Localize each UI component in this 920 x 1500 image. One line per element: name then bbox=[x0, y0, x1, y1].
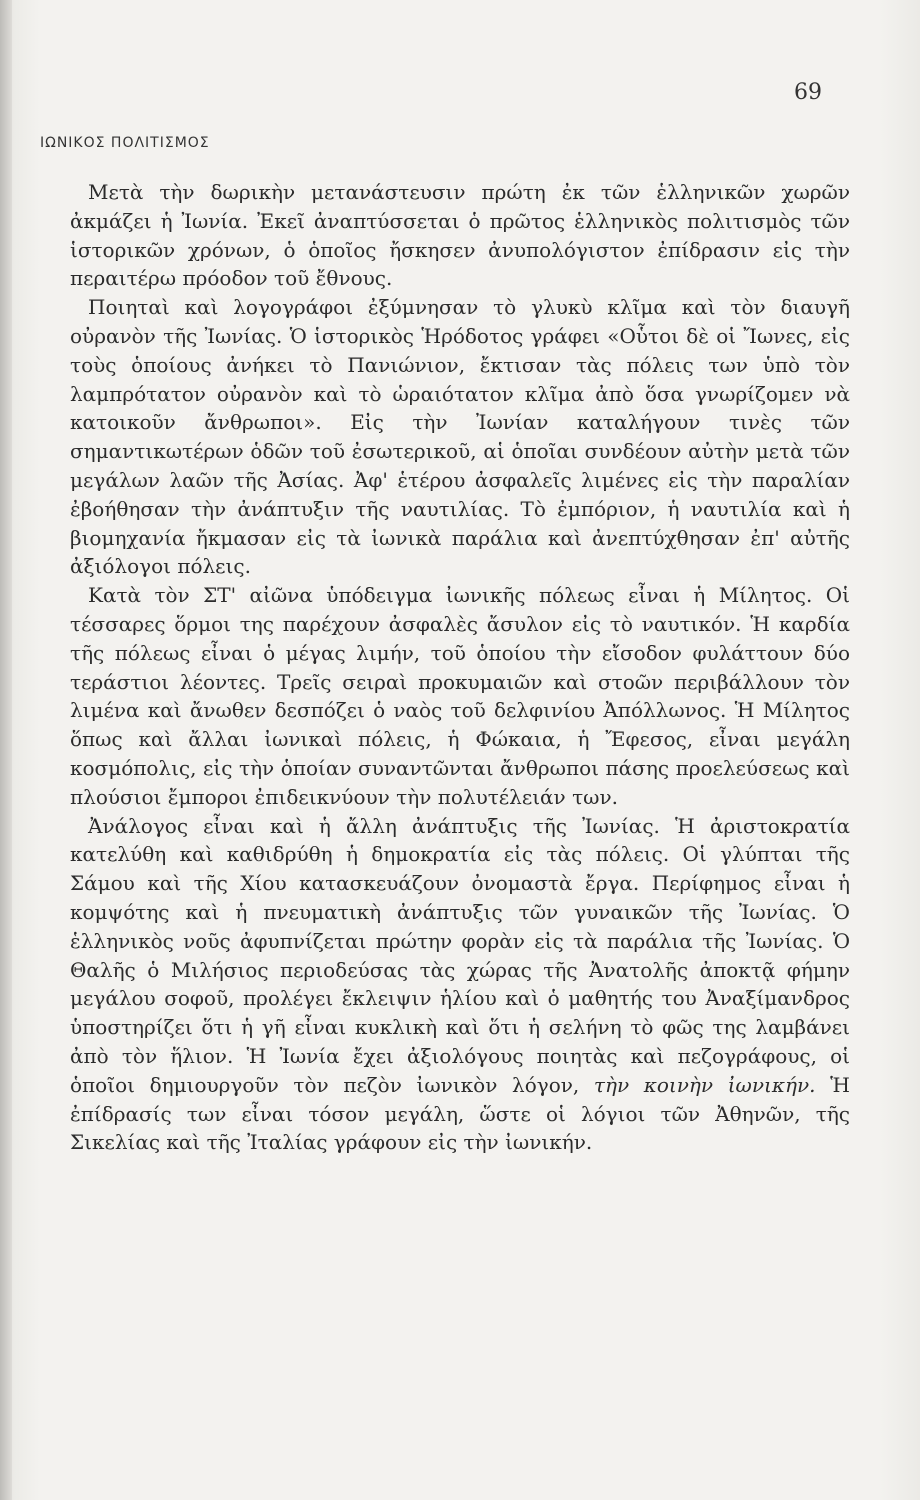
body-text bbox=[70, 178, 850, 1157]
paragraph-1: Μετὰ τὴν δωρικὴν μετανάστευσιν πρώτη ἐκ τῶν ἑλληνικῶν χωρῶν ἀκμάζει ἡ Ἰωνία. Ἐκεῖ ἀναπτύσσεται ὁ πρῶτος ἑλληνικὸς πολιτισμὸς τῶν ἱστορικῶν χρόνων, ὁ ὁποῖος ἤσκησεν ἀνυπολόγιστον ἐπίδρασιν εἰς τὴν περαιτέρω πρόοδον τοῦ ἔθνους. bbox=[70, 180, 850, 291]
paragraph-4 bbox=[70, 812, 850, 1158]
paragraph-4-tail: Ἡ ἐπίδρασίς των εἶναι τόσον μεγάλη, ὥστε οἱ λόγιοι τῶν Ἀθηνῶν, τῆς Σικελίας καὶ τῆς Ἰταλίας γράφουν εἰς τὴν ἰωνικήν. bbox=[70, 1072, 850, 1155]
paragraph-3: Κατὰ τὸν ΣΤ' αἰῶνα ὑπόδειγμα ἰωνικῆς πόλεως εἶναι ἡ Μίλητος. Οἱ τέσσαρες ὅρμοι της παρέχουν ἀσφαλὲς ἄσυλον εἰς τὸ ναυτικόν. Ἡ καρδία τῆς πόλεως εἶναι ὁ μέγας λιμήν, τοῦ ὁποίου τὴν εἴσοδον φυλάττουν δύο τεράστιοι λέοντες. Τρεῖς σειραὶ προκυμαιῶν καὶ στοῶν περιβάλλουν τὸν λιμένα καὶ ἄνωθεν δεσπόζει ὁ ναὸς τοῦ δελφινίου Ἀπόλλωνος. Ἡ Μίλητος ὅπως καὶ ἄλλαι ἰωνικαὶ πόλεις, ἡ Φώκαια, ἡ Ἔφεσος, εἶναι μεγάλη κοσμόπολις, εἰς τὴν ὁποίαν συναντῶνται ἄνθρωποι πάσης προελεύσεως καὶ πλούσιοι ἔμποροι ἐπιδεικνύουν τὴν πολυτέλειάν των. bbox=[70, 583, 850, 809]
page-binding-edge bbox=[0, 0, 12, 1500]
running-head: ΙΩΝΙΚΟΣ ΠΟΛΙΤΙΣΜΟΣ bbox=[40, 135, 210, 151]
paragraph-2: Ποιηταὶ καὶ λογογράφοι ἐξύμνησαν τὸ γλυκὺ κλῖμα καὶ τὸν διαυγῆ οὐρανὸν τῆς Ἰωνίας. Ὁ ἱστορικὸς Ἡρόδοτος γράφει «Οὗτοι δὲ οἱ Ἴωνες, εἰς τοὺς ὁποίους ἀνήκει τὸ Πανιώνιον, ἔκτισαν τὰς πόλεις των ὑπὸ τὸν λαμπρότατον οὐρανὸν καὶ τὸ ὡραιότατον κλῖμα ἀπὸ ὅσα γνωρίζομεν νὰ κατοικοῦν ἄνθρωποι». Εἰς τὴν Ἰωνίαν καταλήγουν τινὲς τῶν σημαντικωτέρων ὁδῶν τοῦ ἐσωτερικοῦ, αἱ ὁποῖαι συνδέουν αὐτὴν μετὰ τῶν μεγάλων λαῶν τῆς Ἀσίας. Ἀφ' ἑτέρου ἀσφαλεῖς λιμένες εἰς τὴν παραλίαν ἐβοήθησαν τὴν ἀνάπτυξιν τῆς ναυτιλίας. Τὸ ἐμπόριον, ἡ ναυτιλία καὶ ἡ βιομηχανία ἤκμασαν εἰς τὰ ἰωνικὰ παράλια καὶ ἀνεπτύχθησαν ἐπ' αὐτῆς ἀξιόλογοι πόλεις. bbox=[70, 295, 850, 579]
page-number: 69 bbox=[794, 80, 822, 105]
paragraph-4-main: Ἀνάλογος εἶναι καὶ ἡ ἄλλη ἀνάπτυξις τῆς Ἰωνίας. Ἡ ἀριστοκρατία κατελύθη καὶ καθιδρύθη ἡ δημοκρατία εἰς τὰς πόλεις. Οἱ γλύπται τῆς Σάμου καὶ τῆς Χίου κατασκευάζουν ὀνομαστὰ ἔργα. Περίφημος εἶναι ἡ κομψότης καὶ ἡ πνευματικὴ ἀνάπτυξις τῶν γυναικῶν τῆς Ἰωνίας. Ὁ ἑλληνικὸς νοῦς ἀφυπνίζεται πρώτην φορὰν εἰς τὰ παράλια τῆς Ἰωνίας. Ὁ Θαλῆς ὁ Μιλήσιος περιοδεύσας τὰς χώρας τῆς Ἀνατολῆς ἀποκτᾷ φήμην μεγάλου σοφοῦ, προλέγει ἔκλειψιν ἡλίου καὶ ὁ μαθητής του Ἀναξίμανδρος ὑποστηρίζει ὅτι ἡ γῆ εἶναι κυκλικὴ καὶ ὅτι ἡ σελήνη τὸ φῶς της λαμβάνει ἀπὸ τὸν ἥλιον. Ἡ Ἰωνία ἔχει ἀξιολόγους ποιητὰς καὶ πεζογράφους, οἱ ὁποῖοι δημιουργοῦν τὸν πεζὸν ἰωνικὸν λόγον, bbox=[70, 813, 850, 1097]
italic-phrase: τὴν κοινὴν ἰωνικήν. bbox=[593, 1072, 816, 1097]
